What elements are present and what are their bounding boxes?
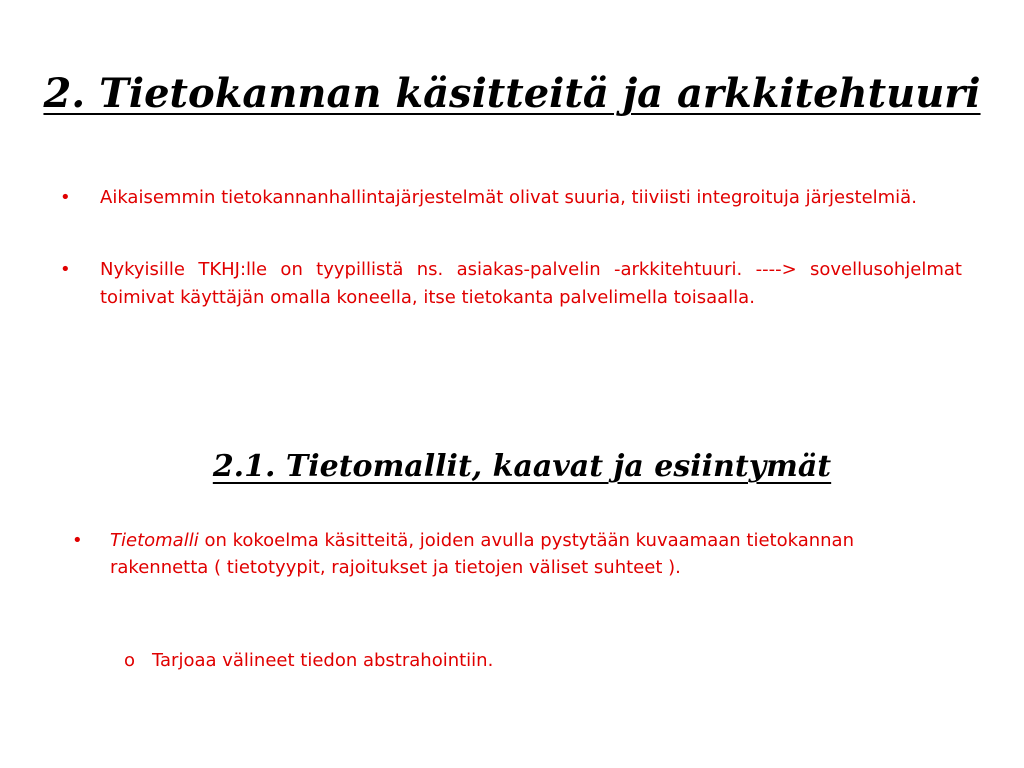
bullet-item [58,184,962,212]
slide-title-text: 2. Tietokannan käsitteitä ja arkkitehtuuri [43,70,981,117]
term-emphasis: Tietomalli [110,530,199,551]
sub-bullet-item [122,647,493,675]
sub-bullet-text: Tarjoaa välineet tiedon abstrahointiin. [152,650,494,671]
bullet-text: Nykyisille TKHJ:lle on tyypillistä ns. asiakas-palvelin -arkkitehtuuri. ----> sovellusohjelmat toimivat käyttäjän omalla koneella, itse tietokanta palvelimella toisaalla. [100,259,962,308]
sub-bullet-list [122,647,493,675]
bullet-marker: • [60,259,71,280]
slide-title [0,66,1024,122]
section-bullet-item [70,527,910,581]
bullet-text: on kokoelma käsitteitä, joiden avulla pystytään kuvaamaan tietokannan rakennetta ( tietotyypit, rajoitukset ja tietojen väliset suhteet ). [110,530,854,578]
sub-bullet-marker: o [124,650,136,671]
section-bullet-list [70,527,910,581]
bullet-item [58,256,962,312]
section-subtitle-text: 2.1. Tietomallit, kaavat ja esiintymät [212,449,832,484]
bullet-list [58,184,962,356]
bullet-marker: • [60,187,71,208]
section-subtitle [0,442,1024,492]
bullet-marker: • [72,530,83,551]
bullet-text: Aikaisemmin tietokannanhallintajärjestelmät olivat suuria, tiiviisti integroituja järjestelmiä. [100,187,917,208]
